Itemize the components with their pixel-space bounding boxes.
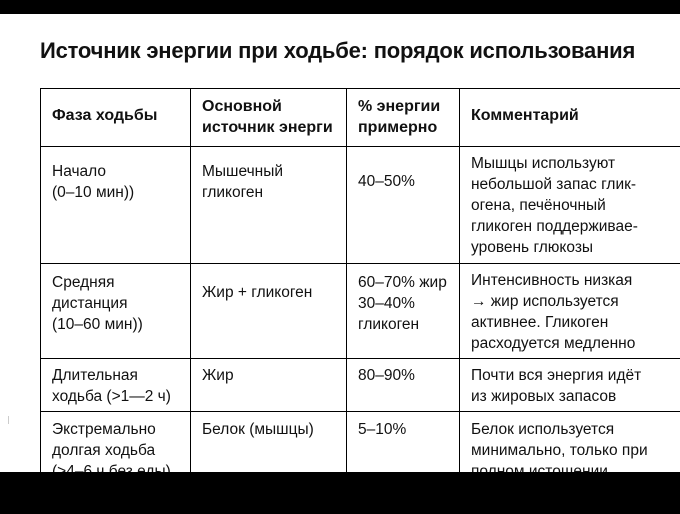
cell-line: гликоген поддерживае- — [471, 218, 638, 235]
cell-line: Белок используется — [471, 421, 615, 438]
cell-line: (0–10 мин)) — [52, 184, 135, 201]
header-cell-phase — [40, 88, 191, 146]
table-row — [40, 146, 680, 263]
cell-phase — [40, 263, 191, 358]
header-cell-percent — [346, 88, 460, 146]
cell-line: Экстремально — [52, 421, 156, 438]
cell-line: долгая ходьба — [52, 442, 156, 459]
cell-line: Мышцы используют — [471, 155, 616, 172]
header-line: источник энерги — [202, 119, 333, 136]
cell-line: 80–90% — [358, 367, 415, 384]
cell-line: Почти вся энергия идёт — [471, 367, 642, 384]
cell-line: уровень глюкозы — [471, 239, 594, 256]
cell-percent — [346, 263, 460, 358]
cell-line: Интенсивность низкая — [471, 272, 633, 289]
cell-percent — [346, 146, 460, 263]
bottom-black-bar — [0, 472, 680, 514]
cell-line: 30–40% — [358, 295, 415, 312]
cell-line: Жир + гликоген — [202, 284, 313, 301]
cell-line: Средняя — [52, 274, 115, 291]
header-line: % энергии — [358, 98, 441, 115]
header-cell-comment — [459, 88, 680, 146]
table-row — [40, 263, 680, 358]
table-header-row — [40, 88, 680, 146]
cell-line: расходуется медленно — [471, 335, 636, 352]
top-black-bar — [0, 0, 680, 14]
cell-source — [190, 263, 347, 358]
cell-line: 60–70% жир — [358, 274, 447, 291]
header-line: Основной — [202, 98, 282, 115]
cell-source — [190, 146, 347, 263]
cell-comment — [459, 358, 680, 411]
cell-line: (10–60 мин)) — [52, 316, 143, 333]
cell-line: 5–10% — [358, 421, 407, 438]
edge-mark — [8, 416, 9, 424]
cell-line: дистанция — [52, 295, 128, 312]
cell-percent — [346, 358, 460, 411]
cell-line: гликоген — [202, 184, 264, 201]
energy-sources-table — [40, 88, 680, 488]
cell-source — [190, 358, 347, 411]
table-row — [40, 358, 680, 411]
cell-line: → жир используется — [471, 293, 619, 310]
cell-line: из жировых запасов — [471, 388, 617, 405]
page-title: Источник энергии при ходьбе: порядок использования — [40, 38, 636, 63]
cell-line: активнее. Гликоген — [471, 314, 609, 331]
cell-line: Мышечный — [202, 163, 284, 180]
cell-line: минимально, только при — [471, 442, 648, 459]
cell-line: Длительная — [52, 367, 138, 384]
header-line: Фаза ходьбы — [52, 107, 158, 124]
cell-comment — [459, 263, 680, 358]
header-cell-source — [190, 88, 347, 146]
cell-line: Жир — [202, 367, 234, 384]
cell-line: огена, печёночный — [471, 197, 606, 214]
header-line: Комментарий — [471, 107, 579, 124]
cell-phase — [40, 146, 191, 263]
cell-line: Белок (мышцы) — [202, 421, 314, 438]
cell-line: гликоген — [358, 316, 420, 333]
cell-line: 40–50% — [358, 173, 415, 190]
cell-phase — [40, 358, 191, 411]
cell-line: ходьба (>1—2 ч) — [52, 388, 171, 405]
cell-line: Начало — [52, 163, 107, 180]
cell-line: небольшой запас глик- — [471, 176, 637, 193]
cell-comment — [459, 146, 680, 263]
header-line: примерно — [358, 119, 438, 136]
